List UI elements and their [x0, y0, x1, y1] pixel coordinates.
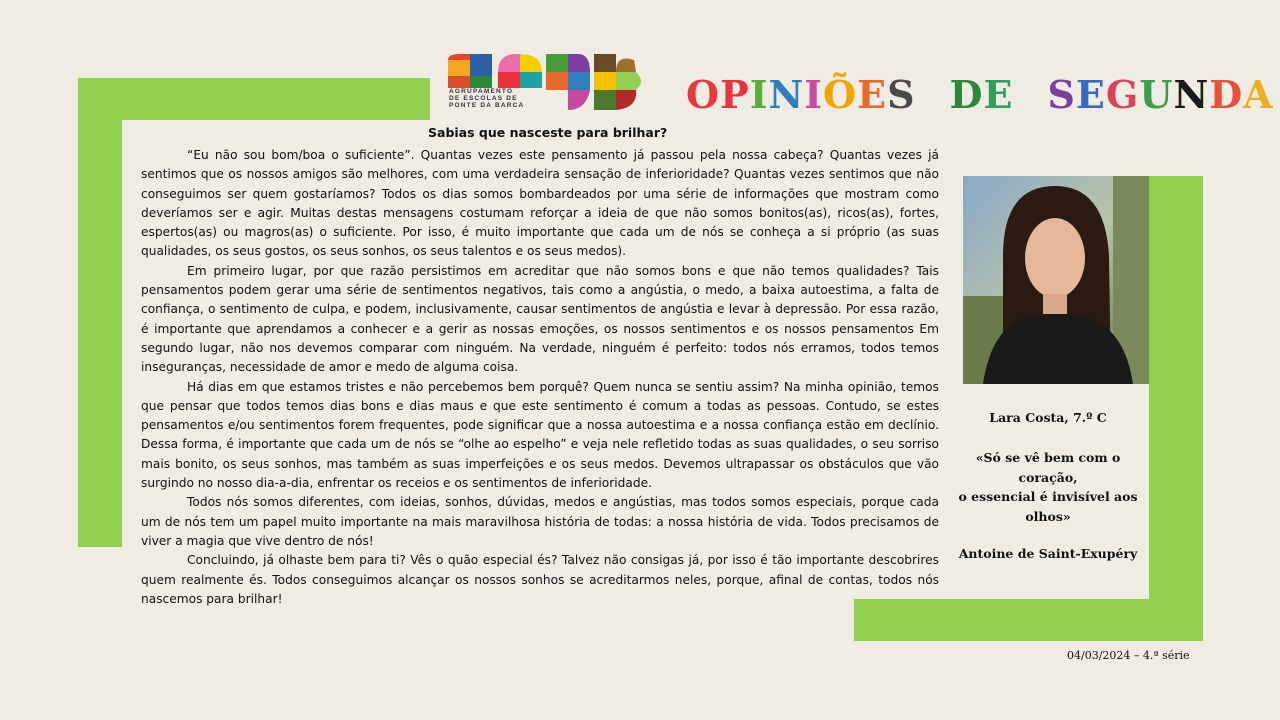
banner-letter: N	[768, 72, 805, 117]
article-paragraph: Em primeiro lugar, por que razão persistimos em acreditar que não somos bons e que não temos qualidades? Tais pensamentos podem gerar uma série de sentimentos negativos, tais como a angústia, o medo, a baixa autoestima, a falta de confiança, o sentimento de culpa, e podem, inclusivamente, causar sentimentos de angústia e levar à depressão. Por essa razão, é importante que aprendamos a conhecer e a gerir as nossas emoções, os nossos sentimentos e os nossos pensamentos Em segundo lugar, não nos devemos comparar com ninguém. Na verdade, ninguém é perfeito: todos nós erramos, todos temos inseguranças, necessidade de amor e medo de alguma coisa.	[141, 263, 939, 375]
author-photo	[963, 176, 1149, 384]
article-paragraph: Todos nós somos diferentes, com ideias, sonhos, dúvidas, medos e angústias, mas todos somos especiais, porque cada um de nós tem um papel muito importante na mais maravilhosa história de todas: a nossa história de vida. Todos precisamos de viver a magia que vive dentro de nós!	[141, 495, 939, 548]
article-paragraph: “Eu não sou bom/boa o suficiente”. Quantas vezes este pensamento já passou pela nossa cabeça? Quantas vezes já sentimos que os nossos amigos são melhores, com uma verdadeira sensação de inferioridade? Quantas vezes sentimos que não conseguimos ser quem gostaríamos? Todos os dias somos bombardeados por uma série de informações que mostram como deveríamos ser e agir. Muitas destas mensagens costumam reforçar a ideia de que não somos bonitos(as), ricos(as), fortes, espertos(as) ou magros(as) o suficiente. Por isso, é muito importante que cada um de nós se conheça a si próprio (as suas qualidades, os seus gostos, os seus sonhos, os seus talentos e os seus medos).	[141, 148, 939, 259]
banner-letter: S	[887, 72, 916, 117]
article-paragraph: Há dias em que estamos tristes e não percebemos bem porquê? Quem nunca se sentiu assim? Na minha opinião, temos que pensar que todos temos dias bons e dias maus e que este sentimento é comum a todas as pessoas. Contudo, se estes pensamentos e/ou sentimentos forem frequentes, pode significar que a nossa autoestima e a nossa confiança estão em declínio. Dessa forma, é importante que cada um de nós se “olhe ao espelho” e veja nele refletido todas as suas qualidades, o seu sorriso mais bonito, os seus sonhos, mas também as suas imperfeições e os seus medos. Devemos ultrapassar os obstáculos que vão surgindo no nosso dia-a-dia, enfrentar os receios e os sentimentos de inferioridade.	[141, 379, 939, 491]
footer-date: 04/03/2024 – 4.ª série	[1067, 649, 1190, 662]
banner-letter: E	[983, 72, 1014, 117]
banner-word-2	[950, 72, 1014, 117]
quote-author: Antoine de Saint-Exupéry	[958, 546, 1138, 561]
quote	[955, 448, 1141, 526]
banner-letter: I	[749, 72, 769, 117]
banner-letter: D	[1209, 72, 1244, 117]
banner-letter: S	[1047, 72, 1076, 117]
banner-title	[686, 72, 1274, 117]
banner-letter: Õ	[822, 72, 858, 117]
banner-letter: U	[1139, 72, 1174, 117]
article-paragraph: Concluindo, já olhaste bem para ti? Vês o quão especial és? Talvez não consigas já, por isso é tão importante descobrires quem realmente és. Todos conseguimos alcançar os nossos sonhos se acreditarmos neles, porque, afinal de contas, todos nós nascemos para brilhar!	[141, 553, 939, 606]
banner-letter: A	[1243, 72, 1274, 117]
banner-letter: E	[857, 72, 888, 117]
banner-letter: O	[686, 72, 721, 117]
banner-word-3	[1047, 72, 1273, 117]
author-name: Lara Costa, 7.º C	[989, 410, 1107, 425]
banner-letter: N	[1173, 72, 1210, 117]
logo-line-3: PONTE DA BARCA	[449, 102, 525, 109]
quote-line: o essencial é invisível aos	[958, 489, 1138, 504]
quote-line: olhos»	[1025, 508, 1071, 524]
article-title: Sabias que nasceste para brilhar?	[428, 125, 668, 140]
quote-line: coração,	[1018, 469, 1078, 485]
banner-letter: E	[1075, 72, 1106, 117]
logo-text	[449, 88, 524, 109]
banner-letter: D	[949, 72, 984, 117]
banner-letter: G	[1105, 72, 1140, 117]
article-body	[141, 146, 939, 609]
banner-letter: I	[804, 72, 823, 117]
logo-line-1: AGRUPAMENTO	[449, 88, 514, 95]
banner-letter: P	[720, 72, 750, 117]
logo-line-2: DE ESCOLAS DE	[449, 95, 518, 102]
quote-line: «Só se vê bem com o	[975, 450, 1121, 465]
banner-word-1	[686, 72, 916, 117]
